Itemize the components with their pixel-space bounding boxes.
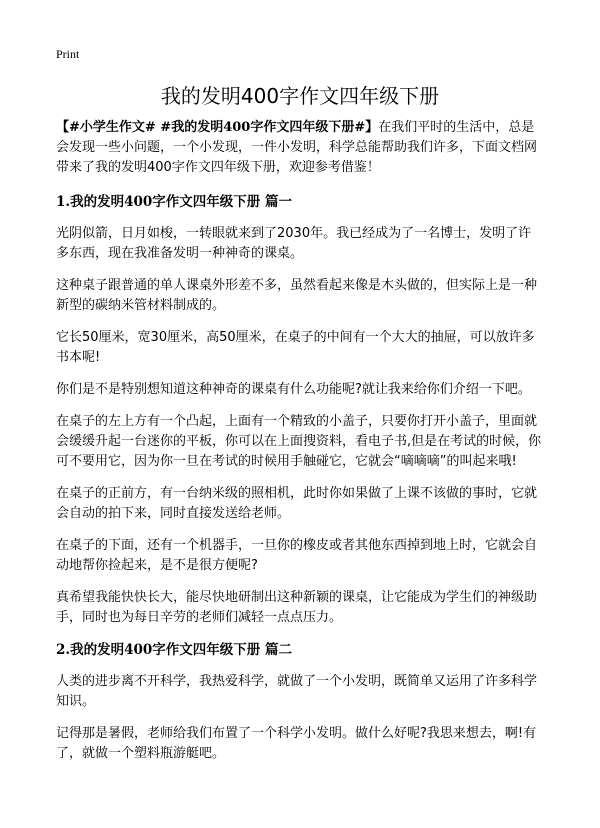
print-label: Print bbox=[56, 47, 80, 61]
section-heading-2: 2.我的发明400字作文四年级下册 篇二 bbox=[56, 642, 292, 658]
document-body bbox=[56, 118, 544, 776]
paragraph: 你们是不是特别想知道这种神奇的课桌有什么功能呢?就让我来给你们介绍一下吧。 bbox=[56, 382, 531, 397]
document-title: 我的发明400字作文四年级下册 bbox=[160, 84, 440, 108]
paragraph: 人类的进步离不开科学，我热爱科学，就做了一个小发明，既简单又运用了许多科学知识。 bbox=[56, 674, 538, 709]
paragraph: 在桌子的左上方有一个凸起，上面有一个精致的小盖子，只要你打开小盖子，里面就会缓缓升起一台迷你的平板，你可以在上面搜资料，看电子书,但是在考试的时候，你可不要用它，因为你一旦在考试的时候用手触碰它，它就会“嘀嘀嘀”的叫起来哦! bbox=[56, 414, 542, 469]
paragraph: 光阴似箭，日月如梭，一转眼就来到了2030年。我已经成为了一名博士，发明了许多东西，现在我准备发明一种神奇的课桌。 bbox=[56, 226, 532, 261]
paragraph: 记得那是暑假，老师给我们布置了一个科学小发明。做什么好呢?我思来想去，啊!有了，就做一个塑料瓶游艇吧。 bbox=[56, 726, 537, 761]
intro-tags: 【#小学生作文# #我的发明400字作文四年级下册#】 bbox=[56, 120, 379, 135]
paragraph: 它长50厘米，宽30厘米，高50厘米，在桌子的中间有一个大大的抽屉，可以放许多书本呢! bbox=[56, 330, 535, 365]
paragraph: 在桌子的下面，还有一个机器手，一旦你的橡皮或者其他东西掉到地上时，它就会自动地帮你捡起来，是不是很方便呢? bbox=[56, 538, 538, 573]
intro-text: 在我们平时的生活中，总是会发现一些小问题，一个小发现，一件小发明，科学总能帮助我们许多，下面文档网带来了我的发明400字作文四年级下册，欢迎参考借鉴！ bbox=[56, 120, 538, 175]
paragraph: 在桌子的正前方，有一台纳米级的照相机，此时你如果做了上课不该做的事时，它就会自动的拍下来，同时直接发送给老师。 bbox=[56, 486, 538, 521]
paragraph: 真希望我能快快长大，能尽快地研制出这种新颖的课桌，让它能成为学生们的神级助手，同时也为每日辛劳的老师们减轻一点点压力。 bbox=[56, 590, 538, 625]
intro-paragraph bbox=[56, 118, 544, 178]
paragraph: 这种桌子跟普通的单人课桌外形差不多，虽然看起来像是木头做的，但实际上是一种新型的碳纳米管材料制成的。 bbox=[56, 278, 538, 313]
section-heading-1: 1.我的发明400字作文四年级下册 篇一 bbox=[56, 194, 292, 210]
